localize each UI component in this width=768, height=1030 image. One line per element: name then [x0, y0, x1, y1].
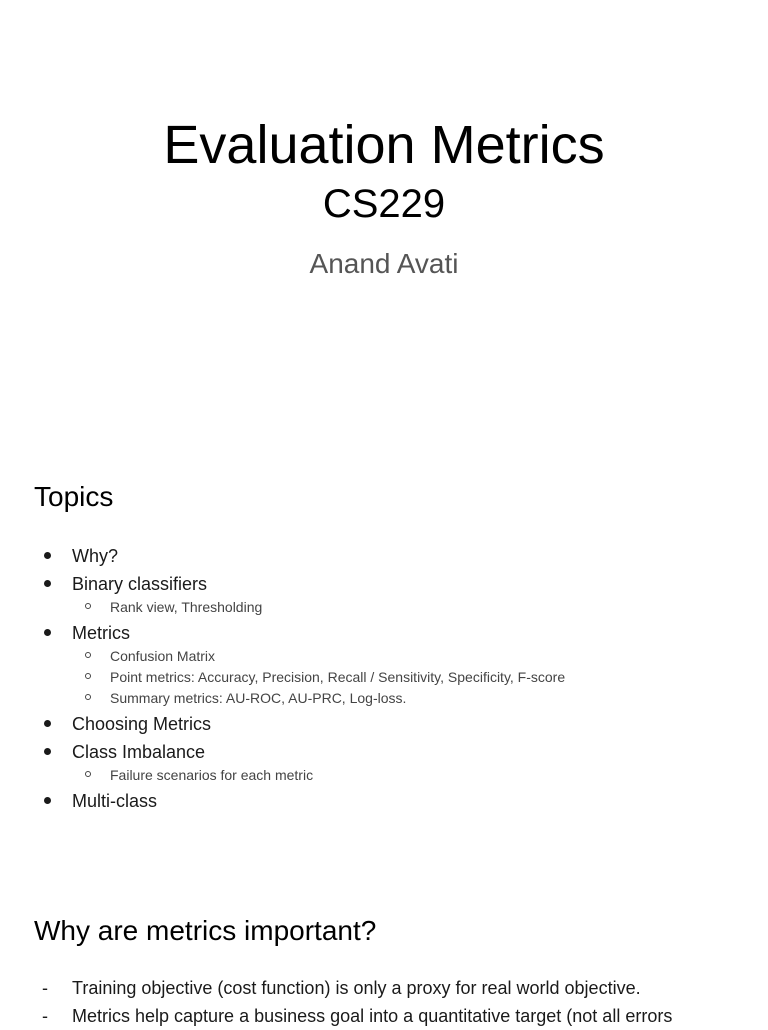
topics-slide	[0, 432, 768, 864]
hollow-bullet-icon	[85, 603, 91, 609]
dash-bullet-icon: -	[42, 978, 48, 998]
topic-item-multi-class	[0, 789, 565, 813]
title-slide	[0, 0, 768, 432]
author-name: Anand Avati	[309, 248, 459, 279]
topic-label: Binary classifiers	[72, 574, 208, 594]
subtopic-label: Confusion Matrix	[110, 648, 216, 664]
subtopic-item	[0, 667, 565, 687]
topic-label: Class Imbalance	[72, 742, 206, 762]
presentation-title: Evaluation Metrics	[163, 115, 605, 175]
why-heading: Why are metrics important?	[34, 915, 377, 946]
bullet-icon	[44, 797, 51, 804]
bullet-icon	[44, 629, 51, 636]
why-list	[0, 974, 672, 1030]
bullet-icon	[44, 552, 51, 559]
topic-item-choosing-metrics	[0, 712, 565, 736]
topic-label: Metrics	[72, 623, 130, 643]
subtopic-label: Rank view, Thresholding	[110, 599, 263, 615]
dash-bullet-icon: -	[42, 1006, 48, 1026]
subtopic-item	[0, 765, 565, 785]
topics-list	[0, 540, 565, 813]
hollow-bullet-icon	[85, 652, 91, 658]
bullet-icon	[44, 580, 51, 587]
hollow-bullet-icon	[85, 771, 91, 777]
why-metrics-slide	[0, 864, 768, 1024]
topic-label: Why?	[72, 546, 119, 566]
why-list-item	[0, 974, 672, 1002]
bullet-icon	[44, 720, 51, 727]
topic-label: Multi-class	[72, 791, 158, 811]
hollow-bullet-icon	[85, 694, 91, 700]
why-item-text: Training objective (cost function) is only a proxy for real world objective.	[72, 978, 641, 998]
subtopic-item	[0, 597, 565, 617]
topics-heading: Topics	[34, 481, 114, 512]
subtopic-label: Point metrics: Accuracy, Precision, Recall / Sensitivity, Specificity, F-score	[110, 669, 566, 685]
subtopic-item	[0, 688, 565, 708]
subtopic-label: Summary metrics: AU-ROC, AU-PRC, Log-loss.	[110, 690, 407, 706]
course-code: CS229	[322, 182, 446, 226]
why-list-item	[0, 1002, 672, 1030]
topic-label: Choosing Metrics	[72, 714, 212, 734]
topic-item-why	[0, 544, 565, 568]
topic-item-metrics	[0, 621, 565, 645]
why-item-text: Metrics help capture a business goal into a quantitative target (not all errors	[72, 1006, 673, 1026]
bullet-icon	[44, 748, 51, 755]
topic-item-binary-classifiers	[0, 572, 565, 596]
hollow-bullet-icon	[85, 673, 91, 679]
topic-item-class-imbalance	[0, 740, 565, 764]
subtopic-item	[0, 646, 565, 666]
subtopic-label: Failure scenarios for each metric	[110, 767, 314, 783]
